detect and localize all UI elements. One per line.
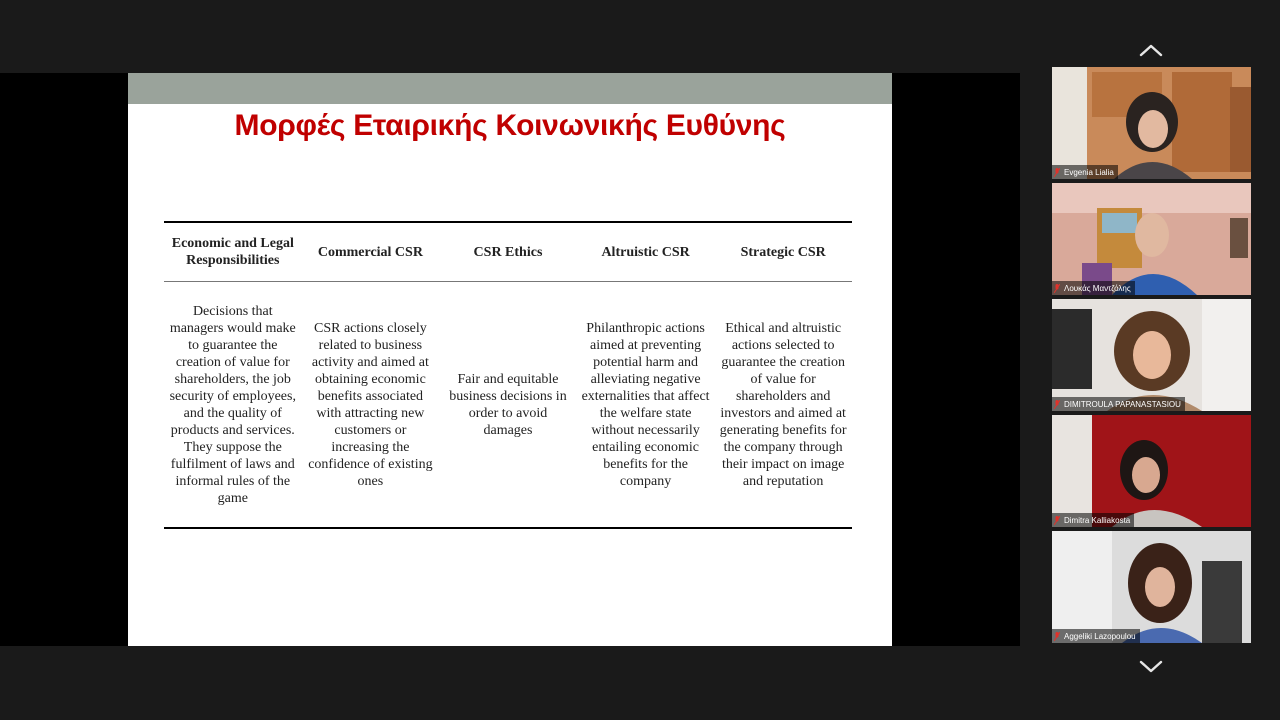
slide-title: Μορφές Εταιρικής Κοινωνικής Ευθύνης bbox=[234, 109, 786, 142]
participant-name: Evgenia Lialia bbox=[1064, 167, 1114, 177]
header-cell: Strategic CSR bbox=[740, 244, 826, 260]
header-cell: Commercial CSR bbox=[317, 244, 423, 260]
participant-video bbox=[1052, 67, 1251, 179]
bottom-bar bbox=[0, 646, 1280, 720]
participant-video bbox=[1052, 299, 1251, 411]
mic-muted-icon bbox=[1054, 516, 1060, 525]
participant-name: Aggeliki Lazopoulou bbox=[1064, 631, 1136, 641]
chevron-up-icon[interactable] bbox=[1139, 43, 1163, 57]
participant-name-label bbox=[1052, 165, 1118, 179]
table-cell: CSR actions closely related to business activity and aimed at obtaining economic benefits associated with attracting new customers or increasing the confidence of existing ones bbox=[308, 320, 433, 489]
table-cell: Decisions that managers would make to guarantee the creation of value for shareholders, the job security of employees, and the quality of products and services. They suppose the fulfilment of laws and informal rules of the game bbox=[169, 303, 296, 506]
participant-video bbox=[1052, 183, 1251, 295]
csr-table bbox=[164, 221, 852, 529]
participant-name: DIMITROULA PAPANASTASIOU bbox=[1064, 399, 1181, 409]
participant-name-label bbox=[1052, 513, 1134, 527]
table-cell: Philanthropic actions aimed at preventing potential harm and alleviating negative externalities that affect the welfare state without necessarily entailing economic benefits for the company bbox=[581, 320, 710, 489]
presentation-slide bbox=[128, 73, 892, 646]
top-bar bbox=[0, 0, 1280, 73]
mic-muted-icon bbox=[1054, 632, 1060, 641]
participant-name: Λουκάς Μαντζόλης bbox=[1064, 283, 1131, 293]
header-cell: Economic and Legal Responsibilities bbox=[171, 236, 294, 268]
participant-video-tile[interactable] bbox=[1052, 299, 1251, 411]
participant-video-tile[interactable] bbox=[1052, 183, 1251, 295]
table-row bbox=[164, 282, 852, 527]
chevron-down-icon[interactable] bbox=[1139, 660, 1163, 674]
slide-header-band bbox=[128, 73, 892, 104]
header-cell: Altruistic CSR bbox=[601, 244, 690, 260]
table-cell: Ethical and altruistic actions selected to guarantee the creation of value for shareholders and investors and aimed at generating benefits for the company through their impact on image and reputation bbox=[719, 320, 847, 489]
participant-name: Dimitra Kalliakosta bbox=[1064, 515, 1131, 525]
participant-video bbox=[1052, 415, 1251, 527]
mic-muted-icon bbox=[1054, 284, 1060, 293]
header-cell: CSR Ethics bbox=[473, 244, 543, 260]
table-cell: Fair and equitable business decisions in order to avoid damages bbox=[449, 371, 567, 438]
mic-muted-icon bbox=[1054, 400, 1060, 409]
participant-video bbox=[1052, 531, 1251, 643]
participant-video-tile[interactable] bbox=[1052, 415, 1251, 527]
table-header-row bbox=[164, 223, 852, 282]
participant-video-tile[interactable] bbox=[1052, 531, 1251, 643]
participant-name-label bbox=[1052, 397, 1185, 411]
participant-video-tile[interactable] bbox=[1052, 67, 1251, 179]
participant-name-label bbox=[1052, 281, 1135, 295]
mic-muted-icon bbox=[1054, 168, 1060, 177]
participant-name-label bbox=[1052, 629, 1140, 643]
